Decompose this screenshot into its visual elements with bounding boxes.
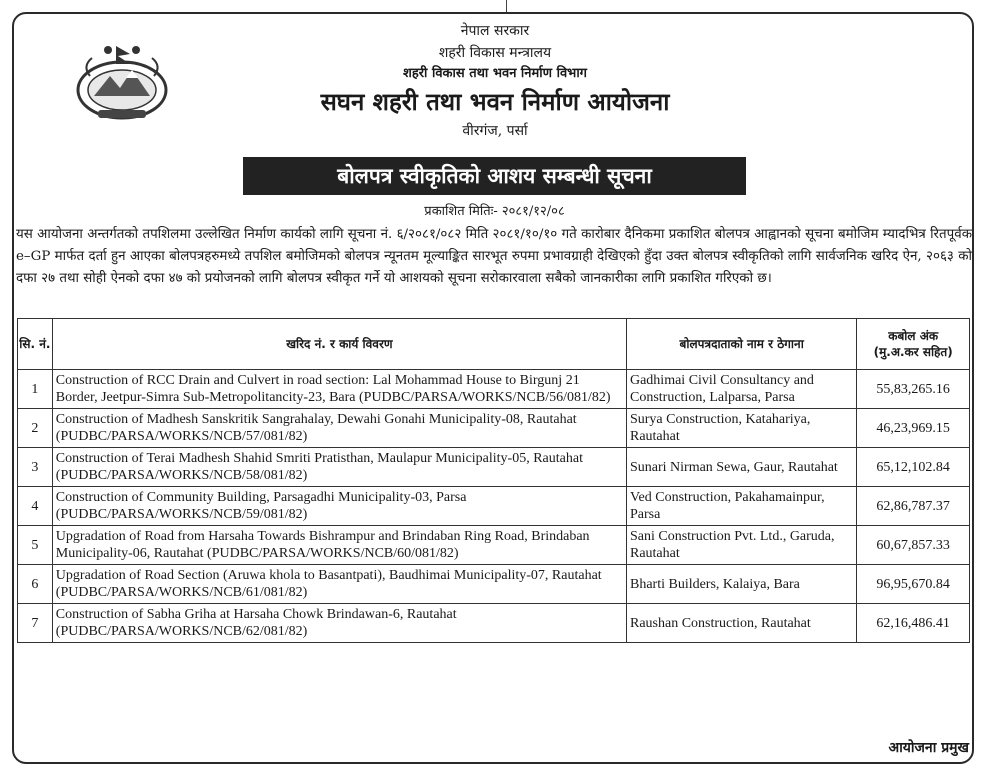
cell-sn: 6 (18, 565, 53, 604)
cell-description: Construction of RCC Drain and Culvert in road section: Lal Mohammad House to Birgunj 21 Border, Jeetpur-Simra Sub-Metropolitancity-23, Bara (PUDBC/PARSA/WORKS/NCB/56/081/82) (52, 370, 626, 409)
cell-description: Construction of Madhesh Sanskritik Sangrahalay, Dewahi Gonahi Municipality-08, Rautahat (PUDBC/PARSA/WORKS/NCB/57/081/82) (52, 409, 626, 448)
nepal-government-emblem-icon (72, 36, 172, 122)
cell-amount: 60,67,857.33 (857, 526, 970, 565)
cell-sn: 7 (18, 604, 53, 643)
header-department: शहरी विकास तथा भवन निर्माण विभाग (403, 66, 587, 81)
header-project: सघन शहरी तथा भवन निर्माण आयोजना (320, 87, 670, 116)
col-header-amount-line2: (मु.अ.कर सहित) (873, 345, 953, 359)
cell-sn: 2 (18, 409, 53, 448)
published-date: प्रकाशित मितिः- २०८१/१२/०८ (424, 204, 565, 219)
cell-description: Construction of Sabha Griha at Harsaha Chowk Brindawan-6, Rautahat (PUDBC/PARSA/WORKS/NCB/62/081/82) (52, 604, 626, 643)
cell-sn: 3 (18, 448, 53, 487)
table-row (18, 565, 970, 604)
col-header-sn: सि. नं. (18, 319, 53, 370)
col-header-bidder: बोलपत्रदाताको नाम र ठेगाना (626, 319, 856, 370)
col-header-description: खरिद नं. र कार्य विवरण (52, 319, 626, 370)
cell-bidder: Gadhimai Civil Consultancy and Construction, Lalparsa, Parsa (626, 370, 856, 409)
cell-bidder: Sani Construction Pvt. Ltd., Garuda, Rautahat (626, 526, 856, 565)
cell-bidder: Ved Construction, Pakahamainpur, Parsa (626, 487, 856, 526)
cell-sn: 1 (18, 370, 53, 409)
table-header-row (18, 319, 970, 370)
table-row (18, 370, 970, 409)
cell-sn: 5 (18, 526, 53, 565)
notice-paragraph: यस आयोजना अन्तर्गतको तपशिलमा उल्लेखित निर्माण कार्यको लागि सूचना नं. ६/२०८१/०८२ मिति २०८१/१०/१० गते कारोबार दैनिकमा प्रकाशित बोलपत्र आह्वानको सूचना बमोजिम म्यादभित्र रितपूर्वक e–GP मार्फत दर्ता हुन आएका बोलपत्रहरुमध्ये तपशिल बमोजिमको बोलपत्र न्यूनतम मूल्याङ्कित सारभूत रुपमा प्रभावग्राही देखिएको हुँदा उक्त बोलपत्र स्वीकृतिको लागि सार्वजनिक खरिद ऐन, २०६३ को दफा २७ तथा सोही ऐनको दफा ४७ को प्रयोजनको लागि बोलपत्र स्वीकृत गर्ने यो आशयको सूचना सरोकारवाला सबैको जानकारीका लागि प्रकाशित गरिएको छ। (16, 227, 972, 286)
cell-amount: 46,23,969.15 (857, 409, 970, 448)
signature-title: आयोजना प्रमुख (888, 740, 969, 756)
cell-bidder: Bharti Builders, Kalaiya, Bara (626, 565, 856, 604)
cell-description: Upgradation of Road Section (Aruwa khola to Basantpati), Baudhimai Municipality-07, Rautahat (PUDBC/PARSA/WORKS/NCB/61/081/82) (52, 565, 626, 604)
cell-bidder: Sunari Nirman Sewa, Gaur, Rautahat (626, 448, 856, 487)
cell-amount: 62,16,486.41 (857, 604, 970, 643)
cell-amount: 55,83,265.16 (857, 370, 970, 409)
table-row (18, 487, 970, 526)
cell-sn: 4 (18, 487, 53, 526)
cell-bidder: Surya Construction, Katahariya, Rautahat (626, 409, 856, 448)
table-row (18, 409, 970, 448)
top-divider-tick (506, 0, 507, 12)
cell-amount: 96,95,670.84 (857, 565, 970, 604)
cell-amount: 65,12,102.84 (857, 448, 970, 487)
notice-header (200, 20, 790, 142)
table-row (18, 604, 970, 643)
col-header-amount-line1: कबोल अंक (888, 329, 939, 343)
cell-bidder: Raushan Construction, Rautahat (626, 604, 856, 643)
header-location: वीरगंज, पर्सा (462, 123, 528, 139)
cell-amount: 62,86,787.37 (857, 487, 970, 526)
table-row (18, 526, 970, 565)
col-header-amount (857, 319, 970, 370)
cell-description: Upgradation of Road from Harsaha Towards Bishrampur and Brindaban Ring Road, Brindaban Municipality-06, Rautahat (PUDBC/PARSA/WORKS/NCB/60/081/82) (52, 526, 626, 565)
bid-table (17, 318, 970, 643)
table-row (18, 448, 970, 487)
notice-title-banner: बोलपत्र स्वीकृतिको आशय सम्बन्धी सूचना (243, 157, 746, 195)
header-government: नेपाल सरकार (460, 23, 530, 39)
cell-description: Construction of Community Building, Parsagadhi Municipality-03, Parsa (PUDBC/PARSA/WORKS/NCB/59/081/82) (52, 487, 626, 526)
header-ministry: शहरी विकास मन्त्रालय (438, 45, 552, 61)
cell-description: Construction of Terai Madhesh Shahid Smriti Pratisthan, Maulapur Municipality-05, Rautahat (PUDBC/PARSA/WORKS/NCB/58/081/82) (52, 448, 626, 487)
